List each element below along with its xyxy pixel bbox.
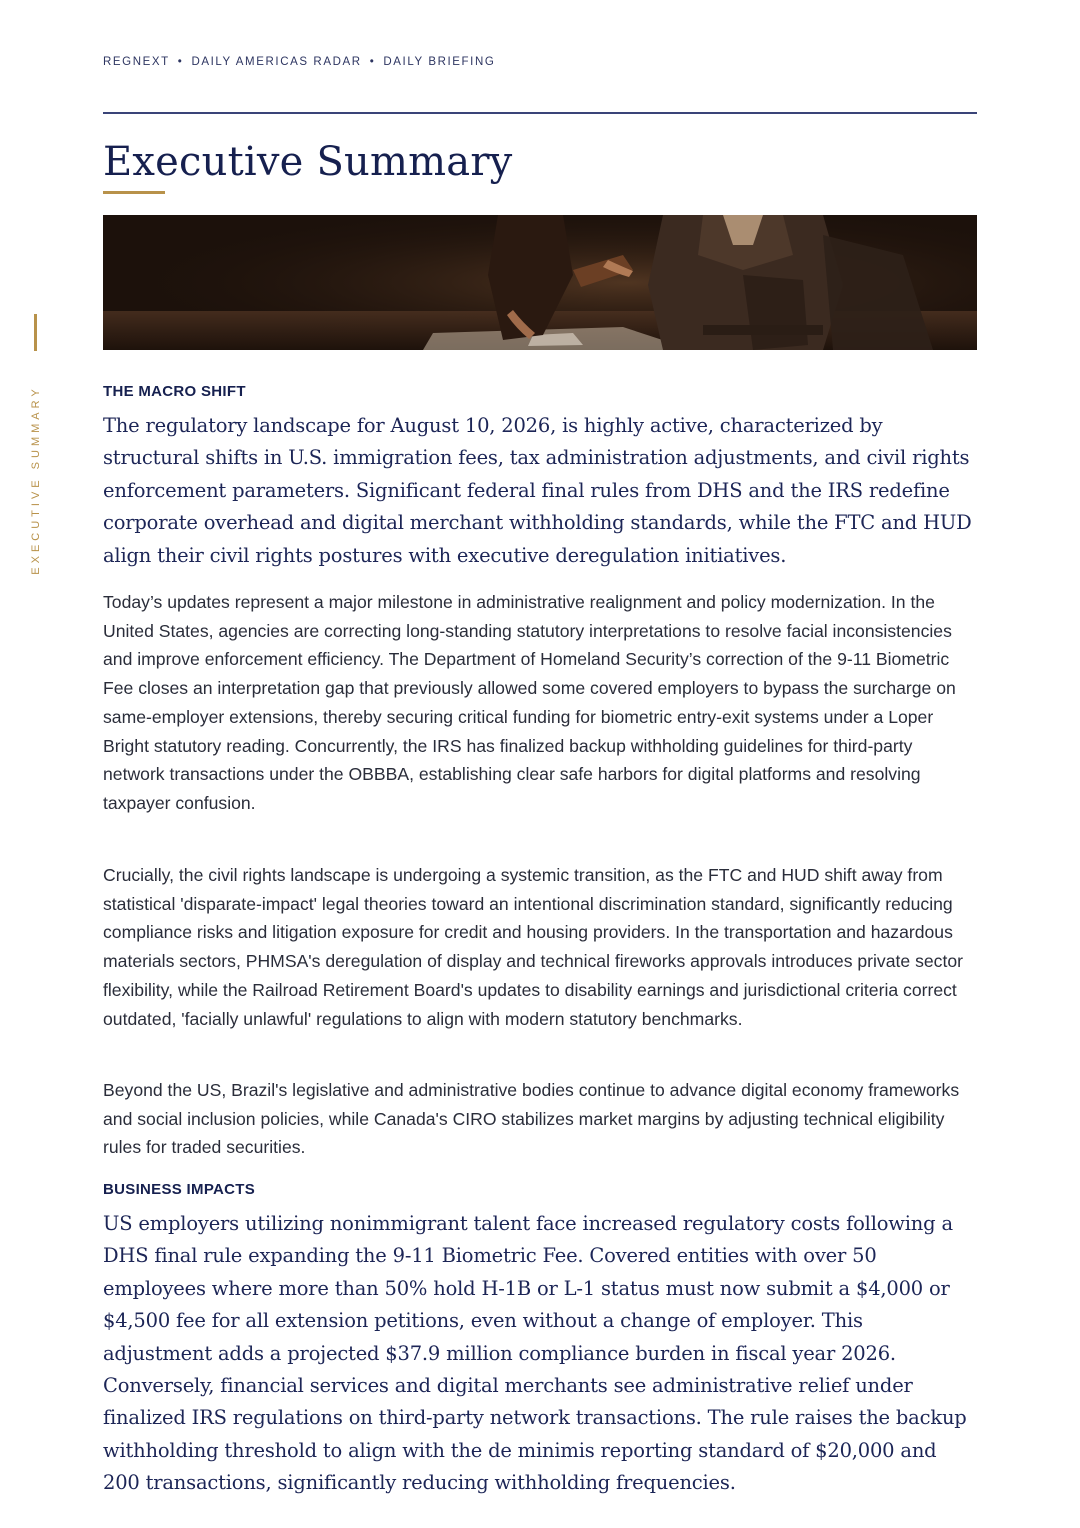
page-title: Executive Summary [103, 139, 513, 185]
header-divider [103, 112, 977, 114]
side-section-label: EXECUTIVE SUMMARY [30, 385, 42, 575]
section-heading-macro-shift: THE MACRO SHIFT [103, 383, 246, 400]
business-impacts-lead: US employers utilizing nonimmigrant talent face increased regulatory costs following a DHS final rule expanding the 9-11 Biometric Fee. Covered entities with over 50 employees where more than 50% hold H-1B or L-1 status must now submit a $4,000 or $4,500 fee for all extension petitions, even without a change of employer. This adjustment adds a projected $37.9 million compliance burden in fiscal year 2026. Conversely, financial services and digital merchants see administrative relief under finalized IRS regulations on third-party network transactions. The rule raises the backup withholding threshold to align with the de minimis reporting standard of $20,000 and 200 transactions, significantly reducing withholding frequencies. [103, 1212, 967, 1495]
breadcrumb-item-type: DAILY BRIEFING [383, 56, 496, 68]
macro-shift-paragraph-3: Beyond the US, Brazil's legislative and administrative bodies continue to advance digital economy frameworks and social inclusion policies, while Canada's CIRO stabilizes market margins by adjusting technical eligibility rules for traded securities. [103, 1080, 960, 1158]
breadcrumb-separator: • [369, 56, 376, 68]
breadcrumb-item-brand: REGNEXT [103, 56, 170, 68]
macro-shift-lead: The regulatory landscape for August 10, 2026, is highly active, characterized by structural shifts in U.S. immigration fees, tax administration adjustments, and civil rights enforcement parameters. Significant federal final rules from DHS and the IRS redefine corporate overhead and digital merchant withholding standards, while the FTC and HUD align their civil rights postures with executive deregulation initiatives. [103, 414, 972, 567]
breadcrumb [103, 56, 495, 68]
macro-shift-paragraph-2: Crucially, the civil rights landscape is undergoing a systemic transition, as the FTC and HUD shift away from statistical 'disparate-impact' legal theories toward an intentional discrimination standard, significantly reducing compliance risks and litigation exposure for credit and housing providers. In the transportation and hazardous materials sectors, PHMSA's deregulation of display and technical fireworks approvals introduces private sector flexibility, while the Railroad Retirement Board's updates to disability earnings and jurisdictional criteria correct outdated, 'facially unlawful' regulations to align with modern statutory benchmarks. [103, 865, 963, 1029]
section-heading-business-impacts: BUSINESS IMPACTS [103, 1181, 256, 1198]
hero-image [103, 215, 977, 350]
breadcrumb-separator: • [177, 56, 184, 68]
side-accent-bar [34, 314, 37, 351]
macro-shift-paragraph-1: Today’s updates represent a major milestone in administrative realignment and policy modernization. In the United States, agencies are correcting long-standing statutory interpretations to resolve facial inconsistencies and improve enforcement efficiency. The Department of Homeland Security’s correction of the 9-11 Biometric Fee closes an interpretation gap that previously allowed some covered employers to bypass the surcharge on same-employer extensions, thereby securing critical funding for biometric entry-exit systems under a Loper Bright statutory reading. Concurrently, the IRS has finalized backup withholding guidelines for third-party network transactions under the OBBBA, establishing clear safe harbors for digital platforms and resolving taxpayer confusion. [103, 592, 956, 813]
breadcrumb-item-publication: DAILY AMERICAS RADAR [191, 56, 362, 68]
title-underline [103, 191, 165, 194]
